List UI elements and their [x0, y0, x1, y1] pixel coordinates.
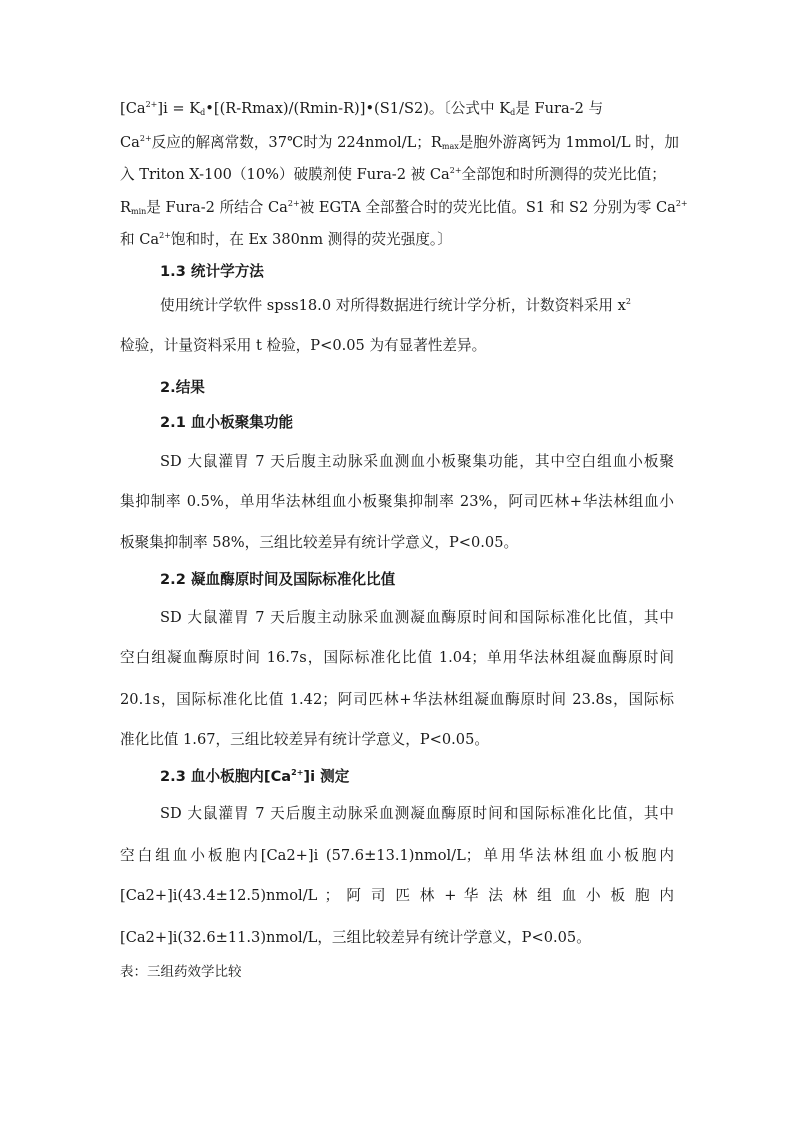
pt-inr-line-4: 准化比值 1.67，三组比较差异有统计学意义，P<0.05。 [120, 731, 489, 748]
platelet-line-3: 板聚集抑制率 58%，三组比较差异有统计学意义，P<0.05。 [120, 534, 519, 551]
section-heading-2: 2.结果 [160, 379, 205, 396]
platelet-line-1: SD 大鼠灌胃 7 天后腹主动脉采血测血小板聚集功能，其中空白组血小板聚 [160, 453, 674, 470]
calcium-line-4: [Ca2+]i(32.6±11.3)nmol/L，三组比较差异有统计学意义，P<0.05。 [120, 929, 591, 946]
formula-line-5: 和 $Ca^{2+}$饱和时，在 Ex 380nm 测得的荧光强度。〕 [120, 231, 452, 248]
section-heading-2-3: 2.3 血小板胞内$[Ca^{2+}]i$ 测定 [160, 768, 350, 785]
formula-line-2: $Ca^{2+}$反应的解离常数，37℃时为 224nmol/L；$R_{max}$是胞外游离钙为 1mmol/L 时，加 [120, 134, 680, 151]
calcium-line-1: SD 大鼠灌胃 7 天后腹主动脉采血测凝血酶原时间和国际标准化比值，其中 [160, 805, 674, 822]
pt-inr-line-3: 20.1s，国际标准化比值 1.42；阿司匹林+华法林组凝血酶原时间 23.8s，国际标 [120, 691, 674, 708]
section-heading-1-3: 1.3 统计学方法 [160, 263, 264, 280]
platelet-line-2: 集抑制率 0.5%，单用华法林组血小板聚集抑制率 23%，阿司匹林+华法林组血小 [120, 493, 674, 510]
calcium-line-3: [Ca2+]i(43.4±12.5)nmol/L ； 阿 司 匹 林 + 华 法 林 组 血 小 板 胞 内 [120, 887, 674, 904]
stats-line-2: 检验，计量资料采用 t 检验，P<0.05 为有显著性差异。 [120, 337, 487, 354]
table-caption: 表：三组药效学比较 [120, 964, 242, 980]
section-heading-2-1: 2.1 血小板聚集功能 [160, 414, 294, 431]
stats-line-1: 使用统计学软件 spss18.0 对所得数据进行统计学分析，计数资料采用 $x^2$ [160, 297, 631, 314]
formula-line-1: $[Ca^{2+}]i$ = $K_d•[(R-Rmax)/(Rmin-R)]•(S1/S2)$。〔公式中 $K_d$是 Fura-2 与 [120, 100, 604, 117]
calcium-line-2: 空白组血小板胞内[Ca2+]i (57.6±13.1)nmol/L；单用华法林组血小板胞内 [120, 847, 674, 864]
section-heading-2-2: 2.2 凝血酶原时间及国际标准化比值 [160, 571, 396, 588]
pt-inr-line-1: SD 大鼠灌胃 7 天后腹主动脉采血测凝血酶原时间和国际标准化比值，其中 [160, 609, 674, 626]
pt-inr-line-2: 空白组凝血酶原时间 16.7s，国际标准化比值 1.04；单用华法林组凝血酶原时间 [120, 649, 674, 666]
formula-line-3: 入 Triton X-100（10%）破膜剂使 Fura-2 被 $Ca^{2+}$全部饱和时所测得的荧光比值； [120, 166, 666, 183]
formula-line-4: $R_{min}$是 Fura-2 所结合 $Ca^{2+}$被 EGTA 全部螯合时的荧光比值。S1 和 S2 分别为零 $Ca^{2+}$ [120, 199, 688, 216]
